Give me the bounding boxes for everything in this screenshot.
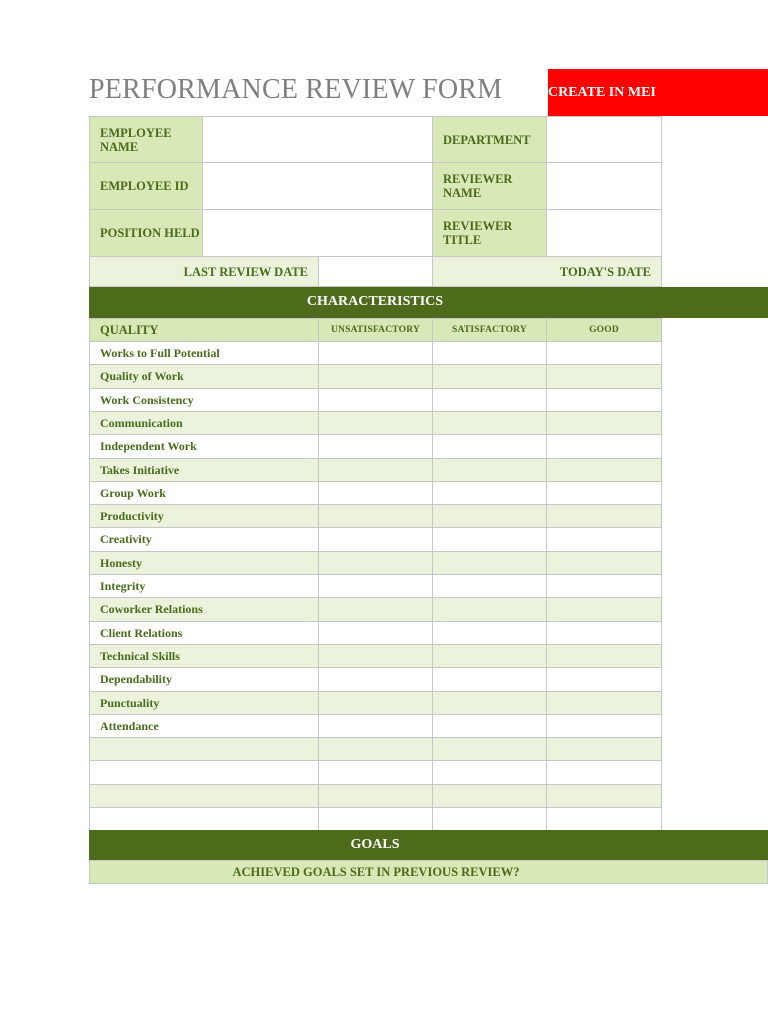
unsatisfactory-cell[interactable] (318, 667, 433, 692)
quality-label: Dependability (89, 667, 319, 692)
characteristics-header (89, 287, 768, 318)
quality-label: Communication (89, 411, 319, 435)
satisfactory-cell[interactable] (432, 760, 547, 785)
page-title: PERFORMANCE REVIEW FORM (89, 74, 503, 105)
unsatisfactory-cell[interactable] (318, 574, 433, 598)
satisfactory-cell[interactable] (432, 481, 547, 505)
unsatisfactory-cell[interactable] (318, 621, 433, 645)
quality-label: Creativity (89, 527, 319, 552)
unsatisfactory-cell[interactable] (318, 737, 433, 761)
satisfactory-column-header: SATISFACTORY (432, 318, 547, 342)
good-cell[interactable] (546, 621, 662, 645)
employee-name-field[interactable] (202, 116, 433, 163)
good-cell[interactable] (546, 807, 662, 831)
quality-label: Group Work (89, 481, 319, 505)
satisfactory-cell[interactable] (432, 364, 547, 389)
goals-header (89, 830, 768, 860)
good-cell[interactable] (546, 644, 662, 668)
good-cell[interactable] (546, 714, 662, 738)
quality-label: Technical Skills (89, 644, 319, 668)
unsatisfactory-cell[interactable] (318, 597, 433, 622)
satisfactory-cell[interactable] (432, 737, 547, 761)
satisfactory-cell[interactable] (432, 411, 547, 435)
satisfactory-cell[interactable] (432, 527, 547, 552)
good-cell[interactable] (546, 737, 662, 761)
unsatisfactory-cell[interactable] (318, 364, 433, 389)
satisfactory-cell[interactable] (432, 551, 547, 575)
good-cell[interactable] (546, 760, 662, 785)
quality-label (89, 807, 319, 831)
satisfactory-cell[interactable] (432, 714, 547, 738)
good-cell[interactable] (546, 341, 662, 365)
create-in-button[interactable] (548, 69, 768, 116)
unsatisfactory-cell[interactable] (318, 644, 433, 668)
last-review-date-label: LAST REVIEW DATE (89, 256, 319, 287)
good-cell[interactable] (546, 551, 662, 575)
quality-label: Coworker Relations (89, 597, 319, 622)
goals-subheader (89, 860, 768, 884)
unsatisfactory-cell[interactable] (318, 551, 433, 575)
quality-label: Client Relations (89, 621, 319, 645)
good-cell[interactable] (546, 434, 662, 459)
unsatisfactory-column-header: UNSATISFACTORY (318, 318, 433, 342)
unsatisfactory-cell[interactable] (318, 388, 433, 412)
unsatisfactory-cell[interactable] (318, 527, 433, 552)
position-held-field[interactable] (202, 209, 433, 257)
create-button-label: CREATE IN MEI (548, 85, 656, 100)
satisfactory-cell[interactable] (432, 458, 547, 482)
quality-label: Quality of Work (89, 364, 319, 389)
unsatisfactory-cell[interactable] (318, 714, 433, 738)
satisfactory-cell[interactable] (432, 388, 547, 412)
quality-label (89, 760, 319, 785)
good-column-header: GOOD (546, 318, 662, 342)
satisfactory-cell[interactable] (432, 784, 547, 808)
employee-name-label: EMPLOYEE NAME (89, 116, 203, 163)
unsatisfactory-cell[interactable] (318, 481, 433, 505)
quality-label: Independent Work (89, 434, 319, 459)
quality-label: Honesty (89, 551, 319, 575)
satisfactory-cell[interactable] (432, 691, 547, 715)
satisfactory-cell[interactable] (432, 807, 547, 831)
reviewer-name-label: REVIEWER NAME (432, 162, 547, 210)
reviewer-title-label: REVIEWER TITLE (432, 209, 547, 257)
employee-id-label: EMPLOYEE ID (89, 162, 203, 210)
characteristics-title: CHARACTERISTICS (306, 294, 444, 309)
quality-label: Punctuality (89, 691, 319, 715)
quality-label: Work Consistency (89, 388, 319, 412)
good-cell[interactable] (546, 597, 662, 622)
good-cell[interactable] (546, 784, 662, 808)
department-label: DEPARTMENT (432, 116, 547, 163)
todays-date-label: TODAY'S DATE (432, 256, 662, 287)
last-review-date-field[interactable] (318, 256, 433, 287)
unsatisfactory-cell[interactable] (318, 434, 433, 459)
good-cell[interactable] (546, 364, 662, 389)
good-cell[interactable] (546, 458, 662, 482)
quality-column-header: QUALITY (89, 318, 319, 342)
good-cell[interactable] (546, 574, 662, 598)
satisfactory-cell[interactable] (432, 644, 547, 668)
department-field[interactable] (546, 116, 662, 163)
satisfactory-cell[interactable] (432, 621, 547, 645)
unsatisfactory-cell[interactable] (318, 411, 433, 435)
good-cell[interactable] (546, 481, 662, 505)
unsatisfactory-cell[interactable] (318, 760, 433, 785)
employee-id-field[interactable] (202, 162, 433, 210)
good-cell[interactable] (546, 388, 662, 412)
position-held-label: POSITION HELD (89, 209, 203, 257)
satisfactory-cell[interactable] (432, 434, 547, 459)
quality-label: Productivity (89, 504, 319, 528)
unsatisfactory-cell[interactable] (318, 691, 433, 715)
satisfactory-cell[interactable] (432, 667, 547, 692)
goals-title: GOALS (350, 837, 400, 852)
reviewer-title-field[interactable] (546, 209, 662, 257)
quality-label (89, 784, 319, 808)
good-cell[interactable] (546, 691, 662, 715)
good-cell[interactable] (546, 667, 662, 692)
satisfactory-cell[interactable] (432, 597, 547, 622)
reviewer-name-field[interactable] (546, 162, 662, 210)
unsatisfactory-cell[interactable] (318, 341, 433, 365)
unsatisfactory-cell[interactable] (318, 458, 433, 482)
achieved-goals-label: ACHIEVED GOALS SET IN PREVIOUS REVIEW? (232, 865, 520, 879)
satisfactory-cell[interactable] (432, 341, 547, 365)
good-cell[interactable] (546, 504, 662, 528)
satisfactory-cell[interactable] (432, 574, 547, 598)
unsatisfactory-cell[interactable] (318, 784, 433, 808)
unsatisfactory-cell[interactable] (318, 807, 433, 831)
quality-label: Integrity (89, 574, 319, 598)
quality-label: Takes Initiative (89, 458, 319, 482)
unsatisfactory-cell[interactable] (318, 504, 433, 528)
satisfactory-cell[interactable] (432, 504, 547, 528)
quality-label (89, 737, 319, 761)
good-cell[interactable] (546, 527, 662, 552)
good-cell[interactable] (546, 411, 662, 435)
quality-label: Attendance (89, 714, 319, 738)
quality-label: Works to Full Potential (89, 341, 319, 365)
